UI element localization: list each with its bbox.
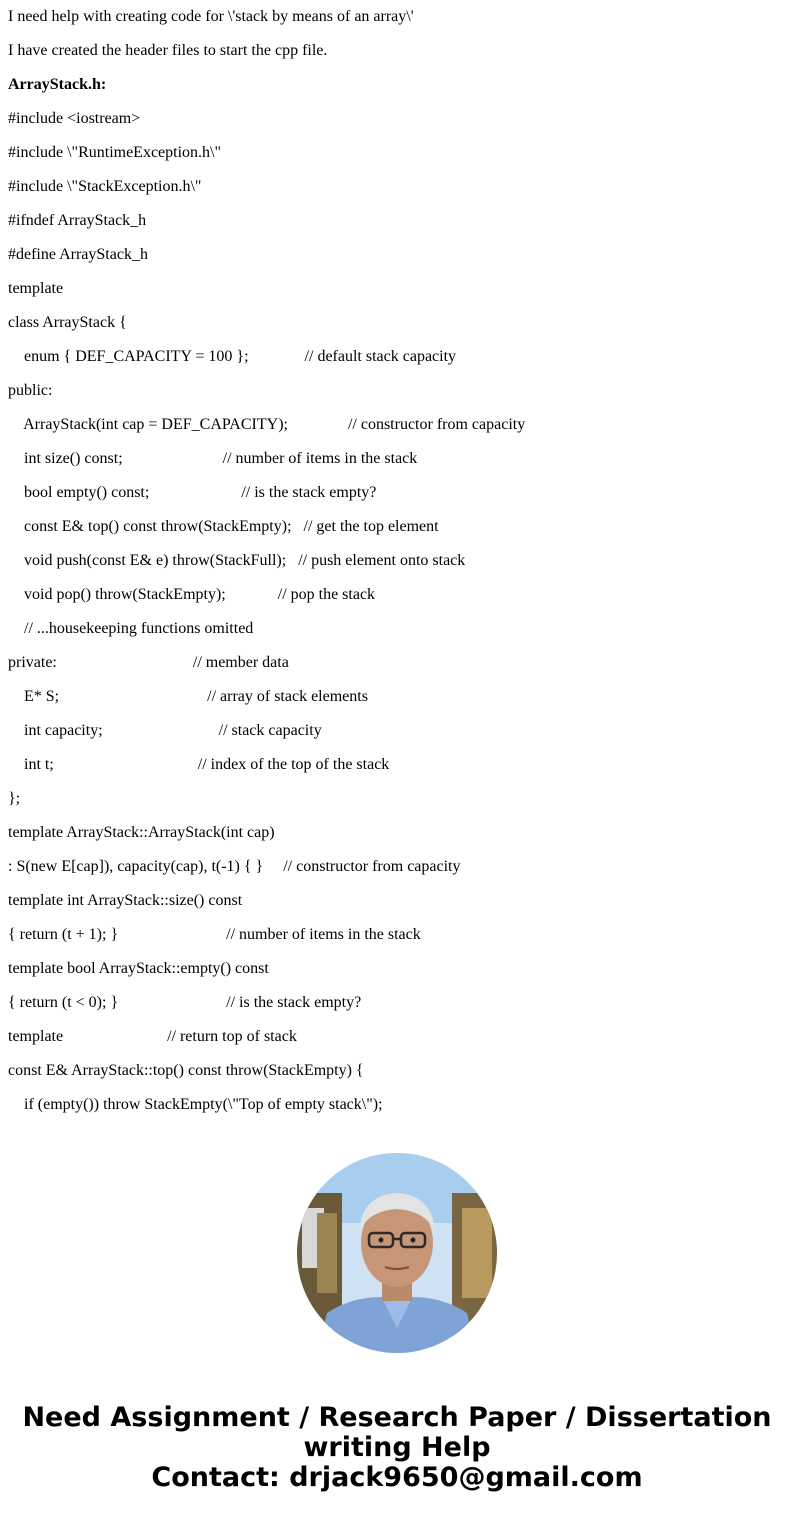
code-line: : S(new E[cap]), capacity(cap), t(-1) { } // constructor from capacity [8, 858, 461, 875]
code-line: class ArrayStack { [8, 314, 127, 331]
code-line: #ifndef ArrayStack_h [8, 212, 147, 229]
post-body [8, 0, 786, 1122]
code-line: const E& ArrayStack::top() const throw(StackEmpty) { [8, 1062, 364, 1079]
code-line: template ArrayStack::ArrayStack(int cap) [8, 824, 275, 841]
file-heading: ArrayStack.h: [8, 76, 107, 93]
code-line: enum { DEF_CAPACITY = 100 }; // default stack capacity [8, 348, 457, 365]
code-line: #define ArrayStack_h [8, 246, 148, 263]
promo-line: Need Assignment / Research Paper / Dissertation [22, 1402, 772, 1433]
code-line: ArrayStack(int cap = DEF_CAPACITY); // constructor from capacity [8, 416, 526, 433]
contact-line: Contact: drjack9650@gmail.com [151, 1462, 643, 1493]
code-line: bool empty() const; // is the stack empty? [8, 484, 377, 501]
code-line: }; [8, 790, 21, 807]
code-line: void push(const E& e) throw(StackFull); // push element onto stack [8, 552, 466, 569]
code-line: template int ArrayStack::size() const [8, 892, 243, 909]
author-portrait-image [297, 1153, 497, 1353]
intro-text: I have created the header files to start the cpp file. [8, 42, 328, 59]
code-line: void pop() throw(StackEmpty); // pop the stack [8, 586, 376, 603]
code-line: template // return top of stack [8, 1028, 297, 1045]
code-line: #include <iostream> [8, 110, 141, 127]
code-line: #include \"RuntimeException.h\" [8, 144, 222, 161]
promo-banner [0, 1403, 794, 1493]
code-line: { return (t + 1); } // number of items in the stack [8, 926, 421, 943]
promo-line: writing Help [303, 1432, 491, 1463]
code-line: private: // member data [8, 654, 289, 671]
code-line: template bool ArrayStack::empty() const [8, 960, 269, 977]
code-line: // ...housekeeping functions omitted [8, 620, 254, 637]
code-line: { return (t < 0); } // is the stack empty? [8, 994, 362, 1011]
code-line: E* S; // array of stack elements [8, 688, 368, 705]
code-line: public: [8, 382, 53, 399]
code-line: int capacity; // stack capacity [8, 722, 322, 739]
code-line: int size() const; // number of items in the stack [8, 450, 418, 467]
code-line: #include \"StackException.h\" [8, 178, 202, 195]
author-avatar [297, 1153, 497, 1353]
code-line: int t; // index of the top of the stack [8, 756, 390, 773]
code-line: const E& top() const throw(StackEmpty); // get the top element [8, 518, 439, 535]
code-line: if (empty()) throw StackEmpty(\"Top of empty stack\"); [8, 1096, 383, 1113]
intro-text: I need help with creating code for \'stack by means of an array\' [8, 8, 414, 25]
code-line: template [8, 280, 64, 297]
